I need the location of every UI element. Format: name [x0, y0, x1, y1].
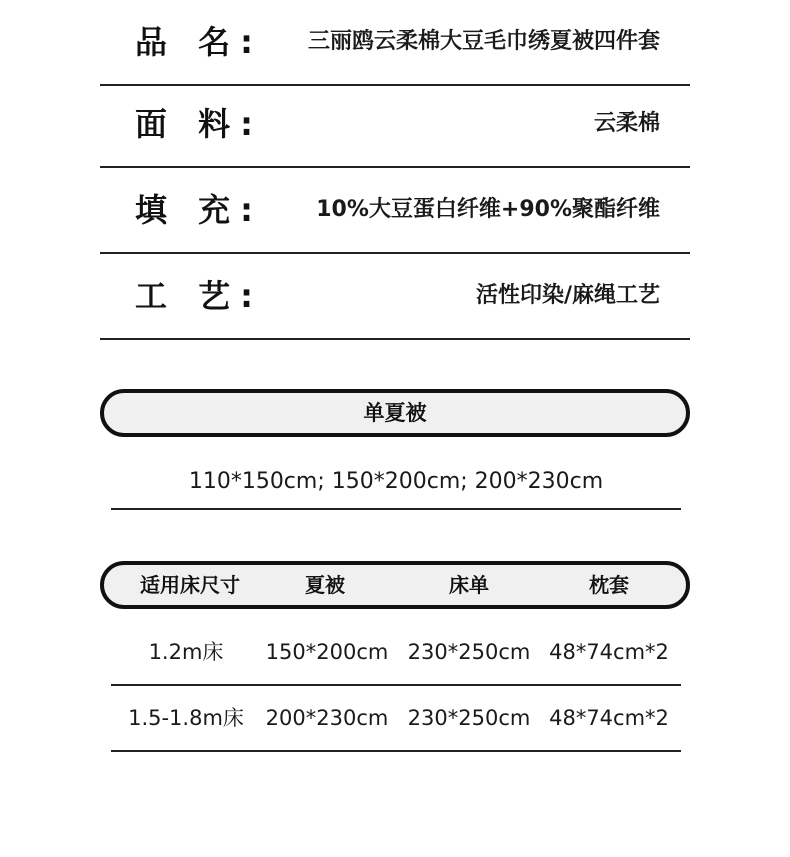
spec-row-product-name	[100, 0, 690, 86]
quilt-header-pill	[100, 389, 690, 437]
spec-label: 面 料:	[135, 105, 263, 143]
spec-label: 品 名:	[135, 23, 263, 61]
table-header-sheet: 床单	[449, 573, 489, 597]
table-cell-sheet: 230*250cm	[407, 640, 531, 664]
table-cell-quilt: 200*230cm	[265, 706, 389, 730]
quilt-sizes: 110*150cm; 150*200cm; 200*230cm	[111, 458, 681, 510]
spec-row-filling	[100, 168, 690, 254]
table-row	[111, 620, 681, 686]
table-cell-quilt: 150*200cm	[265, 640, 389, 664]
spec-value: 10%大豆蛋白纤维+90%聚酯纤维	[316, 197, 660, 222]
table-cell-bed-size: 1.5-1.8m床	[128, 706, 244, 730]
quilt-title: 单夏被	[363, 401, 427, 425]
table-header-pill	[100, 561, 690, 609]
table-row	[111, 686, 681, 752]
table-header-pillowcase: 枕套	[589, 573, 629, 597]
table-cell-sheet: 230*250cm	[407, 706, 531, 730]
spec-label: 填 充:	[135, 191, 263, 229]
spec-label: 工 艺:	[135, 277, 263, 315]
spec-row-craft	[100, 254, 690, 340]
spec-value: 活性印染/麻绳工艺	[475, 283, 660, 308]
table-cell-pillowcase: 48*74cm*2	[549, 640, 669, 664]
spec-row-fabric	[100, 82, 690, 168]
table-header-quilt: 夏被	[305, 573, 345, 597]
table-cell-bed-size: 1.2m床	[148, 640, 224, 664]
table-header-bed-size: 适用床尺寸	[140, 573, 240, 597]
spec-value: 三丽鸥云柔棉大豆毛巾绣夏被四件套	[307, 29, 660, 54]
table-cell-pillowcase: 48*74cm*2	[549, 706, 669, 730]
spec-value: 云柔棉	[593, 111, 660, 136]
